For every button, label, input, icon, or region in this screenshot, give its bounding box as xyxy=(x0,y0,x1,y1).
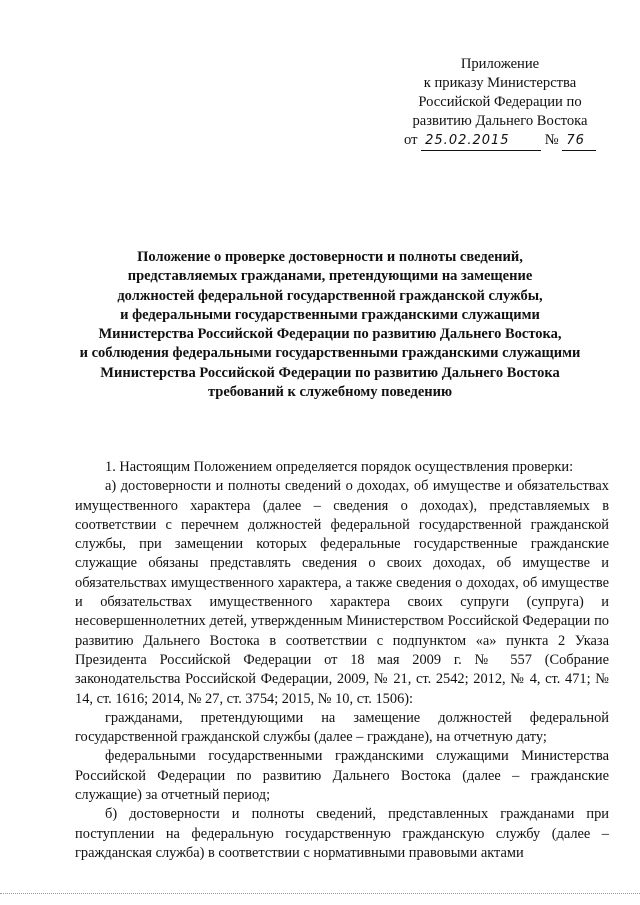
order-date-number-line xyxy=(380,131,620,151)
title-line: Министерства Российской Федерации по развитию Дальнего Востока xyxy=(100,364,560,381)
appendix-label: Приложение xyxy=(460,56,540,72)
document-body xyxy=(75,458,609,863)
title-line: должностей федеральной государственной гражданской службы, xyxy=(117,287,543,304)
title-line: требований к служебному поведению xyxy=(207,384,453,401)
handwritten-number: 76 xyxy=(562,131,596,151)
from-label: от xyxy=(404,132,418,148)
title-line: Министерства Российской Федерации по развитию Дальнего Востока, xyxy=(98,326,562,343)
paragraph-civil-servants: федеральными государственными гражданскими служащими Министерства Российской Федерации по развитию Дальнего Востока (далее – гражданские служащие) за отчетный период; xyxy=(75,748,609,804)
document-title xyxy=(60,248,600,402)
ministry-line: Российской Федерации по xyxy=(418,94,582,110)
ministry-line-2: развитию Дальнего Востока xyxy=(412,113,588,129)
title-line: представляемых гражданами, претендующими на замещение xyxy=(127,268,533,285)
paragraph-citizens: гражданами, претендующими на замещение должностей федеральной государственной гражданской службы (далее – граждане), на отчетную дату; xyxy=(75,709,609,746)
paragraph-a: а) достоверности и полноты сведений о доходах, об имуществе и обязательствах имущественного характера (далее – сведения о доходах), представляемых в соответствии с перечнем должностей федеральной государственной гражданской службы, при замещении которых федеральные государственные гражданские служащие обязаны представлять сведения о своих доходах, об имуществе и обязательствах имущественного характера, а также сведения о доходах, об имуществе и обязательствах имущественного характера своих супруги (супруга) и несовершеннолетних детей, утвержденным Министерством Российской Федерации по развитию Дальнего Востока в соответствии с подпунктом «а» пункта 2 Указа Президента Российской Федерации от 18 мая 2009 г. № 557 (Собрание законодательства Российской Федерации, 2009, № 21, ст. 2542; 2012, № 4, ст. 471; № 14, ст. 1616; 2014, № 27, ст. 3754; 2015, № 10, ст. 1506): xyxy=(75,478,609,707)
handwritten-date: 25.02.2015 xyxy=(421,131,541,151)
title-line: и соблюдения федеральными государственными гражданскими служащими xyxy=(79,345,581,362)
scan-bottom-edge xyxy=(0,893,640,895)
title-line: и федеральными государственными гражданскими служащими xyxy=(120,306,540,323)
paragraph-b: б) достоверности и полноты сведений, представленных гражданами при поступлении на федеральную государственную гражданскую службу (далее – гражданская служба) в соответствии с нормативными правовыми актами xyxy=(75,806,609,861)
number-label: № xyxy=(544,132,559,148)
paragraph-1: 1. Настоящим Положением определяется порядок осуществления проверки: xyxy=(105,459,574,475)
order-reference-line: к приказу Министерства xyxy=(423,75,577,91)
appendix-header xyxy=(380,55,620,151)
title-line: Положение о проверке достоверности и полноты сведений, xyxy=(137,249,523,265)
